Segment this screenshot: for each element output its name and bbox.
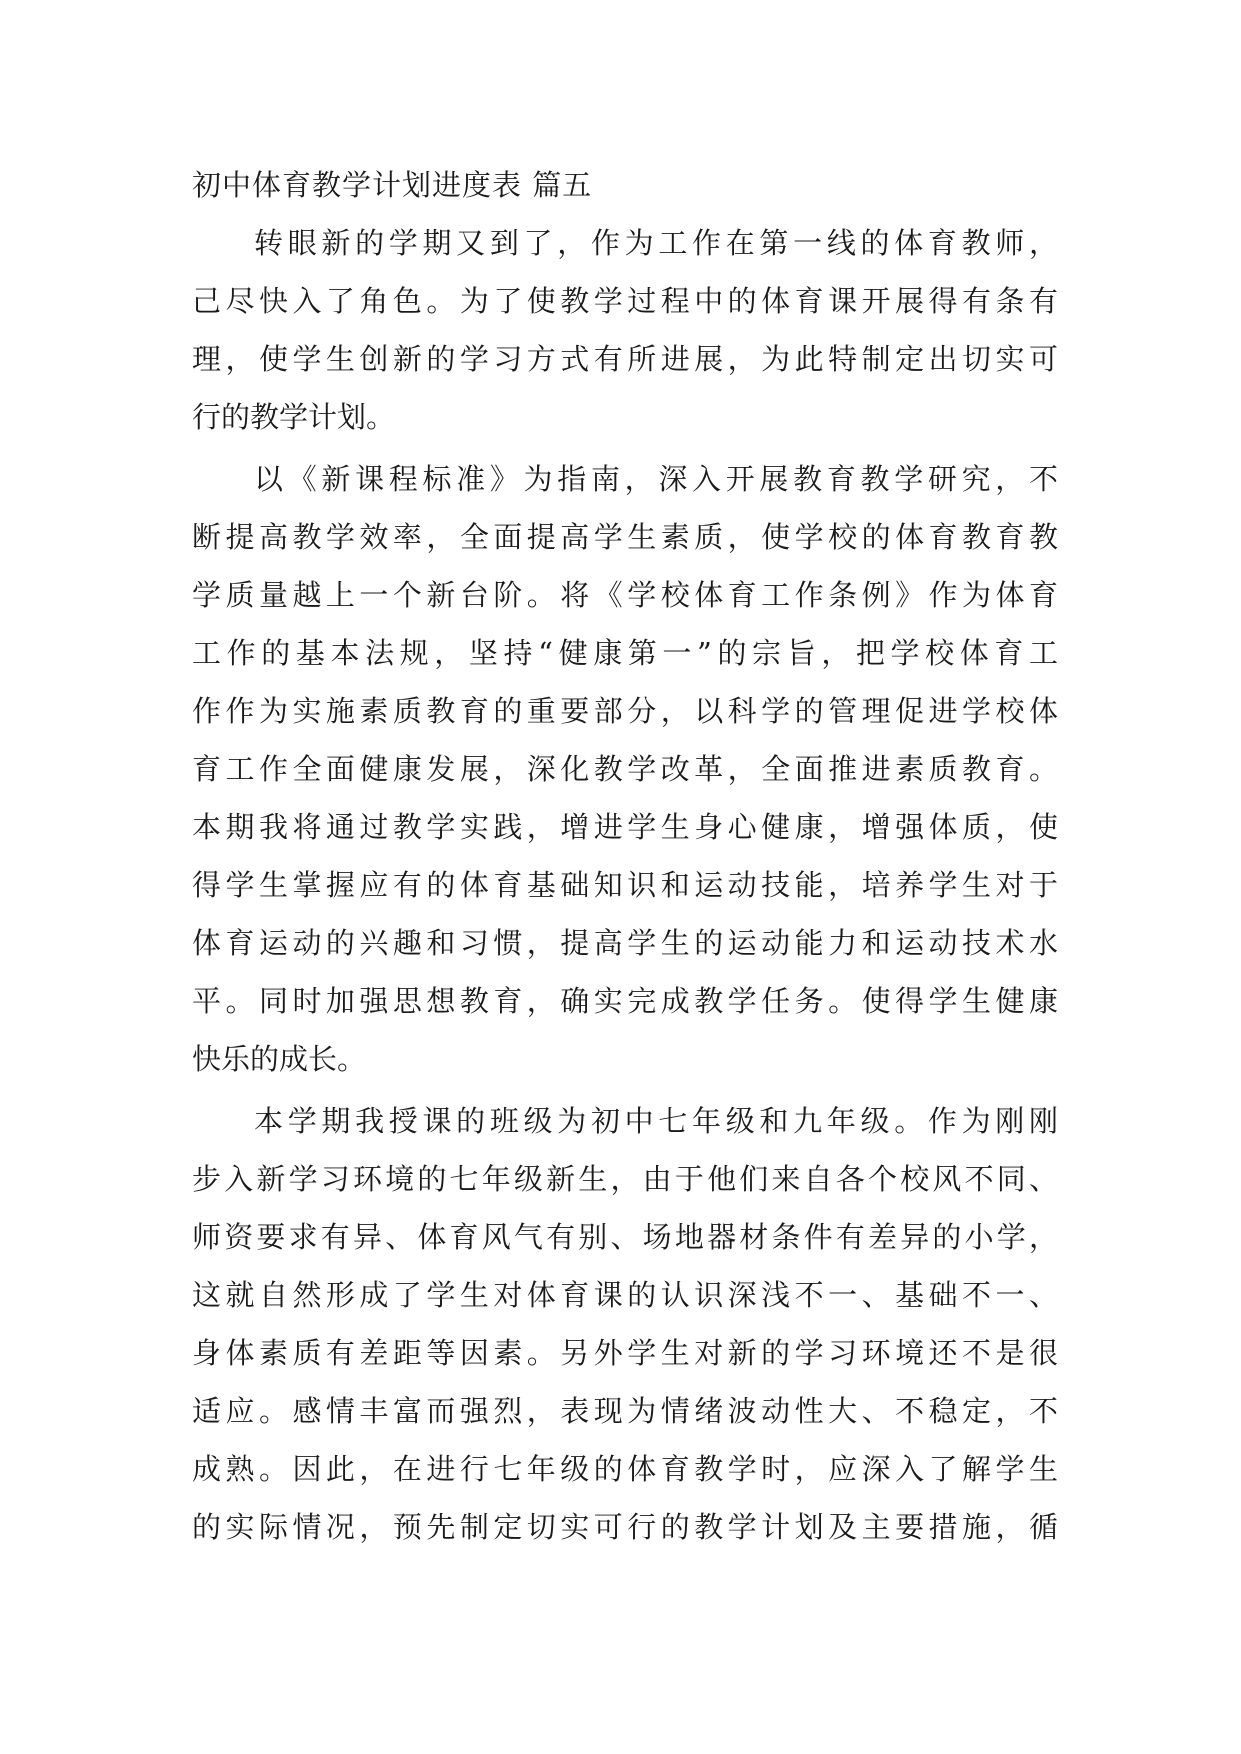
document-body <box>192 156 1058 1560</box>
paragraph-line: 适应。感情丰富而强烈，表现为情绪波动性大、不稳定，不 <box>192 1394 1058 1428</box>
paragraph-line: 步入新学习环境的七年级新生，由于他们来自各个校风不同、 <box>192 1162 1058 1196</box>
paragraph-2 <box>192 450 1058 1092</box>
paragraph-line: 师资要求有异、体育风气有别、场地器材条件有差异的小学， <box>192 1220 1058 1254</box>
paragraph-line: 断提高教学效率，全面提高学生素质，使学校的体育教育教 <box>192 520 1058 554</box>
paragraph-line: 以《新课程标准》为指南，深入开展教育教学研究，不 <box>254 462 1058 496</box>
paragraph-3 <box>192 1092 1058 1560</box>
paragraph-line: 行的教学计划。 <box>192 400 396 434</box>
paragraph-1 <box>192 214 1058 450</box>
paragraph-line: 这就自然形成了学生对体育课的认识深浅不一、基础不一、 <box>192 1278 1058 1312</box>
paragraph-line: 身体素质有差距等因素。另外学生对新的学习环境还不是很 <box>192 1336 1058 1370</box>
paragraph-line: 转眼新的学期又到了，作为工作在第一线的体育教师， <box>254 226 1058 260</box>
paragraph-line: 理，使学生创新的学习方式有所进展，为此特制定出切实可 <box>192 342 1058 376</box>
paragraph-line: 体育运动的兴趣和习惯，提高学生的运动能力和运动技术水 <box>192 926 1058 960</box>
paragraph-line: 作作为实施素质教育的重要部分，以科学的管理促进学校体 <box>192 694 1058 728</box>
paragraph-line: 本学期我授课的班级为初中七年级和九年级。作为刚刚 <box>254 1104 1058 1138</box>
paragraph-line: 平。同时加强思想教育，确实完成教学任务。使得学生健康 <box>192 984 1058 1018</box>
paragraph-line: 快乐的成长。 <box>192 1042 367 1076</box>
paragraph-line: 的实际情况，预先制定切实可行的教学计划及主要措施，循 <box>192 1510 1058 1544</box>
paragraph-line: 学质量越上一个新台阶。将《学校体育工作条例》作为体育 <box>192 578 1058 612</box>
paragraph-line: 本期我将通过教学实践，增进学生身心健康，增强体质，使 <box>192 810 1058 844</box>
paragraph-line: 得学生掌握应有的体育基础知识和运动技能，培养学生对于 <box>192 868 1058 902</box>
paragraph-line: 己尽快入了角色。为了使教学过程中的体育课开展得有条有 <box>192 284 1058 318</box>
paragraph-line: 工作的基本法规，坚持“健康第一”的宗旨，把学校体育工 <box>192 636 1058 670</box>
paragraph-line: 育工作全面健康发展，深化教学改革，全面推进素质教育。 <box>192 752 1058 786</box>
paragraph-line: 成熟。因此，在进行七年级的体育教学时，应深入了解学生 <box>192 1452 1058 1486</box>
document-title: 初中体育教学计划进度表 篇五 <box>192 168 593 202</box>
